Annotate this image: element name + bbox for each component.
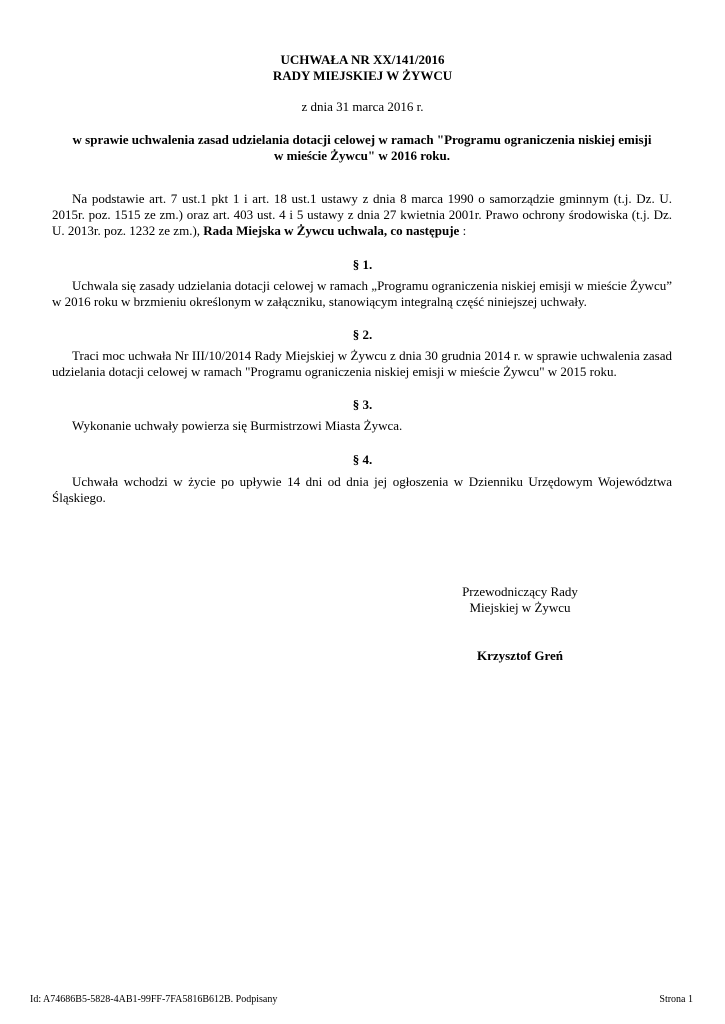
signature-name: Krzysztof Greń bbox=[476, 648, 564, 663]
section-4-paragraph bbox=[52, 474, 672, 506]
preamble-tail: : bbox=[459, 223, 467, 238]
section-4-text: Uchwała wchodzi w życie po upływie 14 dni od dnia jej ogłoszenia w Dzienniku Urzędowym Województwa Śląskiego. bbox=[52, 474, 672, 505]
resolution-subject-line1: w sprawie uchwalenia zasad udzielania dotacji celowej w ramach "Programu ograniczenia niskiej emisji bbox=[72, 132, 652, 147]
section-3-paragraph bbox=[52, 418, 672, 434]
footer-page-number: Strona 1 bbox=[659, 994, 693, 1005]
section-2-text: Traci moc uchwała Nr III/10/2014 Rady Miejskiej w Żywcu z dnia 30 grudnia 2014 r. w sprawie uchwalenia zasad udzielania dotacji celowej w ramach "Programu ograniczenia niskiej emisji w mieście Żywcu" w 2015 roku. bbox=[52, 348, 672, 379]
footer-document-id: Id: A74686B5-5828-4AB1-99FF-7FA5816B612B. Podpisany bbox=[30, 994, 278, 1005]
section-2-paragraph bbox=[52, 348, 672, 380]
signature-role-line2: Miejskiej w Żywcu bbox=[469, 600, 571, 615]
signature-role-line1: Przewodniczący Rady bbox=[462, 584, 578, 599]
section-1-heading: § 1. bbox=[352, 257, 373, 272]
section-3-heading: § 3. bbox=[352, 397, 373, 412]
section-1-paragraph bbox=[52, 278, 672, 310]
preamble-text: Na podstawie art. 7 ust.1 pkt 1 i art. 18 ust.1 ustawy z dnia 8 marca 1990 o samorządzie gminnym (t.j. Dz. U. 2015r. poz. 1515 ze zm.) oraz art. 403 ust. 4 i 5 ustawy z dnia 27 kwietnia 2001r. Prawo ochrony środowiska (t.j. Dz. U. 2013r. poz. 1232 ze zm.), bbox=[52, 191, 672, 238]
resolution-date: z dnia 31 marca 2016 r. bbox=[301, 99, 424, 114]
resolution-issuer: RADY MIEJSKIEJ W ŻYWCU bbox=[272, 68, 453, 83]
section-4-heading: § 4. bbox=[352, 452, 373, 467]
preamble-bold-text: Rada Miejska w Żywcu uchwala, co następuje bbox=[203, 223, 460, 238]
resolution-subject-line2: w mieście Żywcu" w 2016 roku. bbox=[274, 148, 450, 163]
section-2-heading: § 2. bbox=[352, 327, 373, 342]
resolution-title: UCHWAŁA NR XX/141/2016 bbox=[280, 52, 445, 67]
preamble-paragraph bbox=[52, 191, 672, 239]
section-1-text: Uchwala się zasady udzielania dotacji celowej w ramach „Programu ograniczenia niskiej emisji w mieście Żywcu” w 2016 roku w brzmieniu określonym w załączniku, stanowiącym integralną część niniejszej uchwały. bbox=[52, 278, 672, 309]
section-3-text: Wykonanie uchwały powierza się Burmistrzowi Miasta Żywca. bbox=[72, 418, 403, 433]
